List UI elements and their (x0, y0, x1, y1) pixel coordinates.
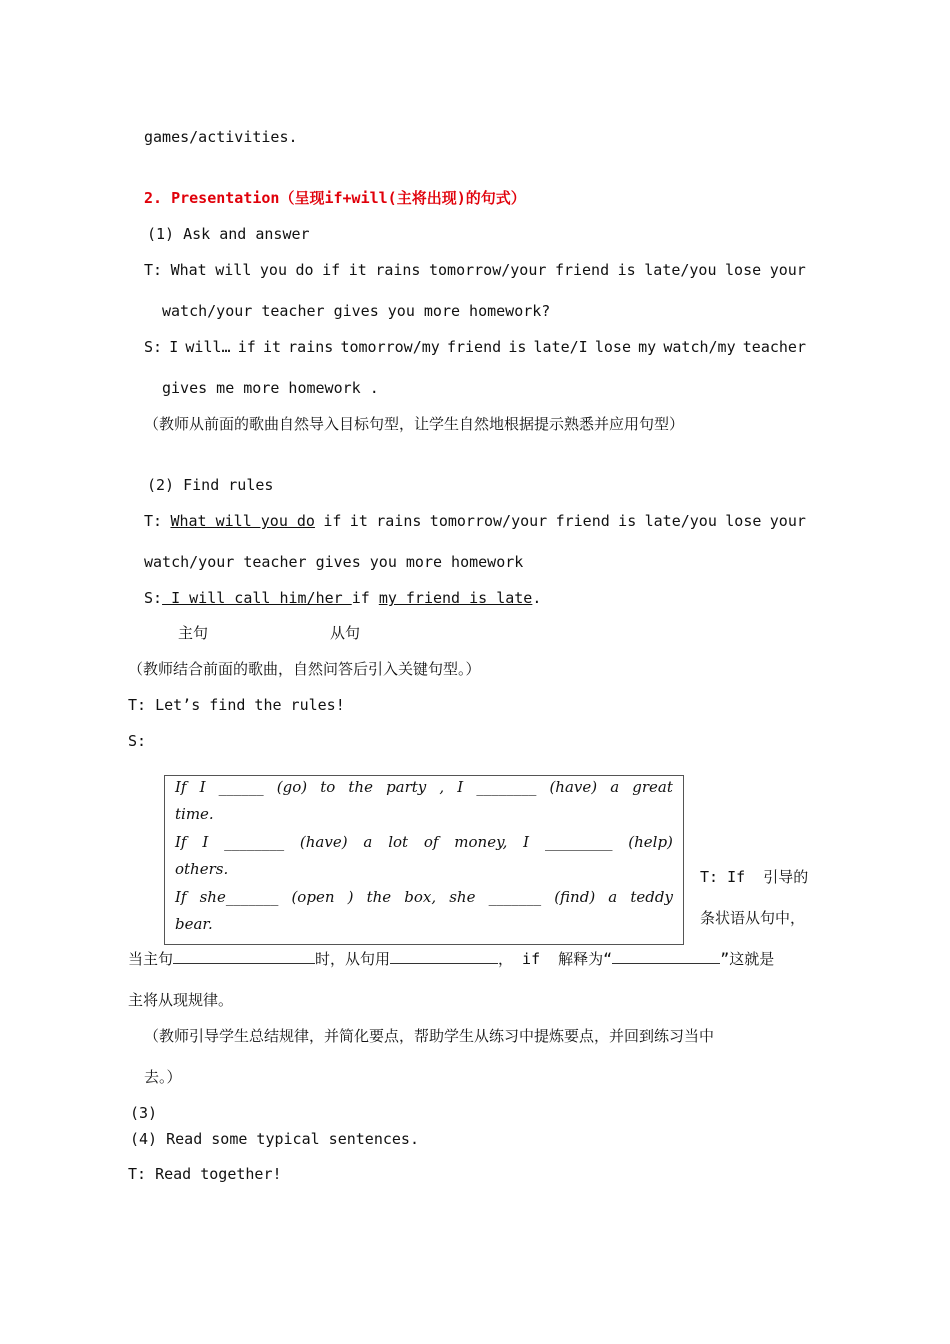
exercise-line: time. (175, 805, 214, 823)
word: your (769, 512, 806, 530)
main-clause-label: 主句 (178, 624, 209, 642)
word: the (366, 888, 392, 906)
word: late/you (644, 512, 717, 530)
answer-blank[interactable] (390, 949, 498, 964)
word: if (322, 261, 341, 279)
teacher-line: T: Read together! (128, 1165, 282, 1183)
student-line: S: (128, 732, 147, 750)
word: ______ (218, 778, 264, 796)
word: If (175, 888, 187, 906)
text-line: games/activities. (144, 128, 298, 146)
side-text: 条状语从句中， (700, 909, 806, 927)
teacher-line (144, 511, 806, 531)
word: (go) (276, 778, 308, 796)
word: ________ (476, 778, 537, 796)
rule-text: 时，从句用 (315, 950, 391, 968)
subsection-title: (2) Find rules (147, 476, 274, 494)
word: box, (404, 888, 437, 906)
word: friend (555, 512, 610, 530)
word: tomorrow/my (340, 338, 440, 356)
teacher-note: （教师引导学生总结规律，并简化要点，帮助学生从练习中提炼要点，并回到练习当中 (144, 1027, 715, 1045)
word: (find) (554, 888, 596, 906)
rule-line (128, 949, 774, 969)
word: you (259, 261, 287, 279)
word: if (237, 338, 256, 356)
subsection-title: (4) Read some typical sentences. (130, 1130, 419, 1148)
teacher-line: T: Let’s find the rules! (128, 696, 345, 714)
main-clause: I will call him/her (162, 589, 352, 607)
word: lose (725, 261, 762, 279)
subsection-title: (3) (130, 1104, 158, 1122)
side-text: T: If 引导的 (700, 868, 809, 886)
rule-text: 当主句 (128, 950, 174, 968)
word: , (439, 778, 445, 796)
word: if (323, 512, 342, 530)
word: watch/my (663, 338, 736, 356)
word: my (638, 338, 657, 356)
word: will (215, 261, 252, 279)
word: is (508, 338, 527, 356)
word: party (386, 778, 427, 796)
word: she (449, 888, 476, 906)
word: friend (554, 261, 610, 279)
word: (have) (299, 833, 348, 851)
word: your (769, 261, 806, 279)
word: the (348, 778, 373, 796)
word: great (632, 778, 673, 796)
word: What (170, 261, 207, 279)
teacher-note: （教师结合前面的歌曲，自然问答后引入关键句型。） (128, 660, 481, 678)
exercise-line: others. (175, 860, 229, 878)
exercise-box (164, 775, 684, 945)
word: a (363, 833, 373, 851)
teacher-line (144, 260, 806, 280)
student-prefix: S: (144, 589, 163, 607)
rule-text: ”这就是 (720, 950, 775, 968)
word: friend (446, 338, 502, 356)
teacher-note: （教师从前面的歌曲自然导入目标句型，让学生自然地根据提示熟悉并应用句型） (144, 415, 685, 433)
word: tomorrow/your (429, 261, 547, 279)
answer-blank[interactable] (173, 949, 315, 964)
exercise-line (175, 887, 673, 907)
student-example (144, 588, 541, 608)
word: is (618, 512, 637, 530)
word: (have) (549, 778, 598, 796)
word: ________ (224, 833, 285, 851)
teacher-line-cont: watch/your teacher gives you more homework? (162, 302, 551, 320)
student-line-cont: gives me more homework . (162, 379, 379, 397)
word: a (608, 888, 618, 906)
word: ) (347, 888, 354, 906)
word: I (169, 338, 179, 356)
word: it (348, 261, 367, 279)
word: rains (375, 261, 421, 279)
exercise-line (175, 832, 673, 852)
word: lose (725, 512, 762, 530)
word: late/you (644, 261, 717, 279)
word: T: (144, 261, 163, 279)
word: rains (288, 338, 334, 356)
word: lose (594, 338, 631, 356)
word: What will you do (170, 512, 315, 530)
word: a (610, 778, 620, 796)
word: I (457, 778, 464, 796)
word: T: (144, 512, 163, 530)
if-word: if (351, 589, 379, 607)
word: If (175, 833, 187, 851)
word: _______ (488, 888, 542, 906)
word: S: (144, 338, 163, 356)
word: will… (185, 338, 231, 356)
exercise-line (175, 777, 673, 797)
word: she_______ (199, 888, 279, 906)
word: tomorrow/your (429, 512, 548, 530)
word: _________ (544, 833, 613, 851)
word: of (423, 833, 439, 851)
word: do (295, 261, 314, 279)
word: teacher (742, 338, 806, 356)
word: (help) (628, 833, 673, 851)
word: lot (388, 833, 409, 851)
word: is (617, 261, 636, 279)
sub-clause: my friend is late (378, 589, 533, 607)
subsection-title: (1) Ask and answer (147, 225, 310, 243)
sub-clause-label: 从句 (330, 624, 361, 642)
section-heading: 2. Presentation（呈现if+will(主将出现)的句式） (144, 189, 526, 207)
word: it (262, 338, 281, 356)
word: rains (376, 512, 422, 530)
word: (open (291, 888, 335, 906)
word: to (320, 778, 336, 796)
word: If (175, 778, 187, 796)
word: I (199, 778, 206, 796)
word: money, (454, 833, 508, 851)
teacher-line-cont: watch/your teacher gives you more homework (144, 553, 524, 571)
answer-blank[interactable] (612, 949, 720, 964)
word: late/I (533, 338, 588, 356)
word: it (349, 512, 368, 530)
word: I (523, 833, 530, 851)
rule-line: 主将从现规律。 (128, 991, 234, 1009)
word: teddy (630, 888, 673, 906)
rule-text: ， if 解释为“ (498, 950, 613, 968)
exercise-line: bear. (175, 915, 213, 933)
period: . (532, 589, 542, 607)
teacher-note-cont: 去。） (144, 1068, 182, 1086)
student-line (144, 337, 806, 357)
word: I (202, 833, 209, 851)
